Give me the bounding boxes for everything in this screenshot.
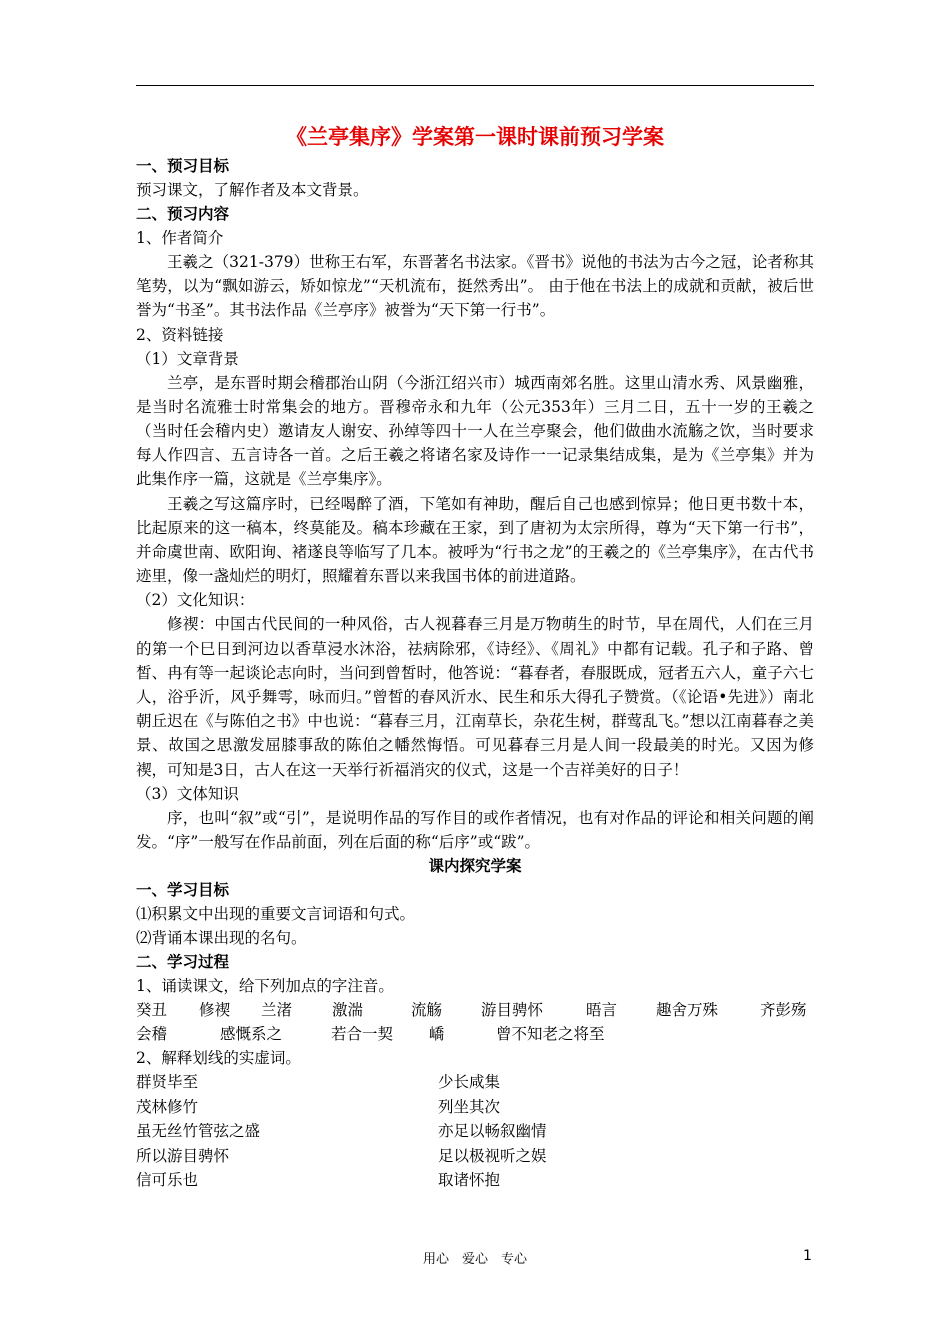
phrase-left: 所以游目骋怀 — [136, 1146, 230, 1165]
sub-article-background: （1）文章背景 — [136, 349, 239, 368]
vocab-word: 癸丑 — [136, 1001, 168, 1020]
phrase-left: 群贤毕至 — [136, 1073, 199, 1092]
section-heading-preview-content: 二、预习内容 — [136, 204, 230, 223]
phrase-right: 少长咸集 — [438, 1073, 501, 1092]
study-goal-1: ⑴积累文中出现的重要文言词语和句式。 — [136, 905, 416, 924]
page-title: 《兰亭集序》学案第一课时课前预习学案 — [286, 124, 664, 149]
vocab-row-2 — [136, 1022, 814, 1046]
page-footer: 用心 爱心 专心 — [422, 1252, 527, 1267]
vocab-word: 游目骋怀 — [481, 1001, 544, 1020]
vocab-word: 嶠 — [429, 1025, 445, 1044]
phrase-right: 亦足以畅叙幽情 — [438, 1122, 547, 1141]
phrase-right: 列坐其次 — [438, 1097, 501, 1116]
vocab-word: 齐彭殇 — [760, 1001, 807, 1020]
top-rule — [136, 85, 814, 86]
question-2: 2、解释划线的实虚词。 — [136, 1049, 301, 1068]
vocab-word: 趣舍万殊 — [656, 1001, 719, 1020]
vocab-word: 感慨系之 — [220, 1025, 283, 1044]
item-author-intro: 1、作者简介 — [136, 229, 224, 247]
background-paragraph-2: 王羲之写这篇序时，已经喝醉了酒，下笔如有神助，醒后自己也感到惊异；他日更书数十本，比起原来的这一稿本，终莫能及。稿本珍藏在王家，到了唐初为太宗所得，尊为“天下第一行书”，并命虞世南、欧阳询、褚遂良等临写了几本。被呼为“行书之龙”的王羲之的《兰亭集序》，在古代书迹里，像一盏灿烂的明灯，照耀着东晋以来我国书体的前进道路。 — [136, 494, 814, 586]
author-paragraph: 王羲之（321-379）世称王右军，东晋著名书法家。《晋书》说他的书法为古今之冠，论者称其笔势，以为“飘如游云，矫如惊龙”“天机流布，挺然秀出”。 由于他在书法上的成就和贡献，被后世誉为“书圣”。其书法作品《兰亭序》被誉为“天下第一行书”。 — [136, 253, 814, 320]
phrase-left: 虽无丝竹管弦之盛 — [136, 1122, 261, 1141]
vocab-word: 曾不知老之将至 — [496, 1025, 605, 1044]
phrase-right: 足以极视听之娱 — [438, 1146, 547, 1165]
question-1: 1、诵读课文，给下列加点的字注音。 — [136, 977, 394, 996]
page-number: 1 — [803, 1248, 812, 1264]
document-body — [136, 120, 814, 1193]
vocab-word: 修禊 — [199, 1001, 231, 1020]
word-pair-row — [136, 1070, 814, 1095]
sub-culture-knowledge: （2）文化知识： — [136, 591, 255, 610]
section-heading-study-goal: 一、学习目标 — [136, 880, 230, 900]
vocab-row-1 — [136, 998, 814, 1022]
vocab-word: 兰渚 — [261, 1001, 293, 1020]
vocab-word: 流觞 — [411, 1001, 443, 1020]
phrase-left: 信可乐也 — [136, 1171, 199, 1190]
phrase-right: 取诸怀抱 — [438, 1171, 501, 1190]
vocab-word: 激湍 — [332, 1001, 364, 1020]
vocab-word: 若合一契 — [331, 1025, 394, 1044]
vocab-word: 晤言 — [586, 1001, 618, 1020]
word-pair-row — [136, 1095, 814, 1120]
sub-genre-knowledge: （3）文体知识 — [136, 784, 239, 803]
word-pair-row — [136, 1119, 814, 1144]
item-reference-links: 2、资料链接 — [136, 325, 224, 344]
genre-paragraph: 序，也叫“叙”或“引”，是说明作品的写作目的或作者情况，也有对作品的评论和相关问题的阐发。“序”一般写在作品前面，列在后面的称“后序”或“跋”。 — [136, 808, 814, 852]
preview-goal-text: 预习课文，了解作者及本文背景。 — [136, 181, 369, 199]
part-two-title: 课内探究学案 — [428, 856, 522, 876]
word-pair-row — [136, 1168, 814, 1193]
vocab-word: 会稽 — [136, 1025, 168, 1044]
word-pair-row — [136, 1144, 814, 1169]
section-heading-preview-goal: 一、预习目标 — [136, 156, 230, 175]
background-paragraph-1: 兰亭，是东晋时期会稽郡治山阴（今浙江绍兴市）城西南郊名胜。这里山清水秀、风景幽雅，是当时名流雅士时常集会的地方。晋穆帝永和九年（公元353年）三月二日，五十一岁的王羲之（当时任会稽内史）邀请友人谢安、孙绰等四十一人在兰亭聚会，他们做曲水流觞之饮，当时要求每人作四言、五言诗各一首。之后王羲之将诸名家及诗作一一记录集结成集，是为《兰亭集》并为此集作序一篇，这就是《兰亭集序》。 — [136, 373, 814, 489]
study-goal-2: ⑵背诵本课出现的名句。 — [136, 929, 307, 948]
section-heading-study-process: 二、学习过程 — [136, 952, 230, 972]
culture-paragraph: 修禊：中国古代民间的一种风俗，古人视暮春三月是万物萌生的时节，早在周代，人们在三月的第一个巳日到河边以香草浸水沐浴，祛病除邪，《诗经》、《周礼》中都有记载。孔子和子路、曾皙、冉有等一起谈论志向时，当问到曾皙时，他答说：“暮春者，春服既成，冠者五六人，童子六七人，浴乎沂，风乎舞雩，咏而归。”曾皙的春风沂水、民生和乐大得孔子赞赏。（《论语•先进》）南北朝丘迟在《与陈伯之书》中也说：“暮春三月，江南草长，杂花生树，群莺乱飞。”想以江南暮春之美景、故国之思激发屈膝事敌的陈伯之幡然悔悟。可见暮春三月是人间一段最美的时光。又因为修禊，可知是3日，古人在这一天举行祈福消灾的仪式，这是一个吉祥美好的日子！ — [136, 615, 814, 779]
phrase-left: 茂林修竹 — [136, 1097, 199, 1116]
